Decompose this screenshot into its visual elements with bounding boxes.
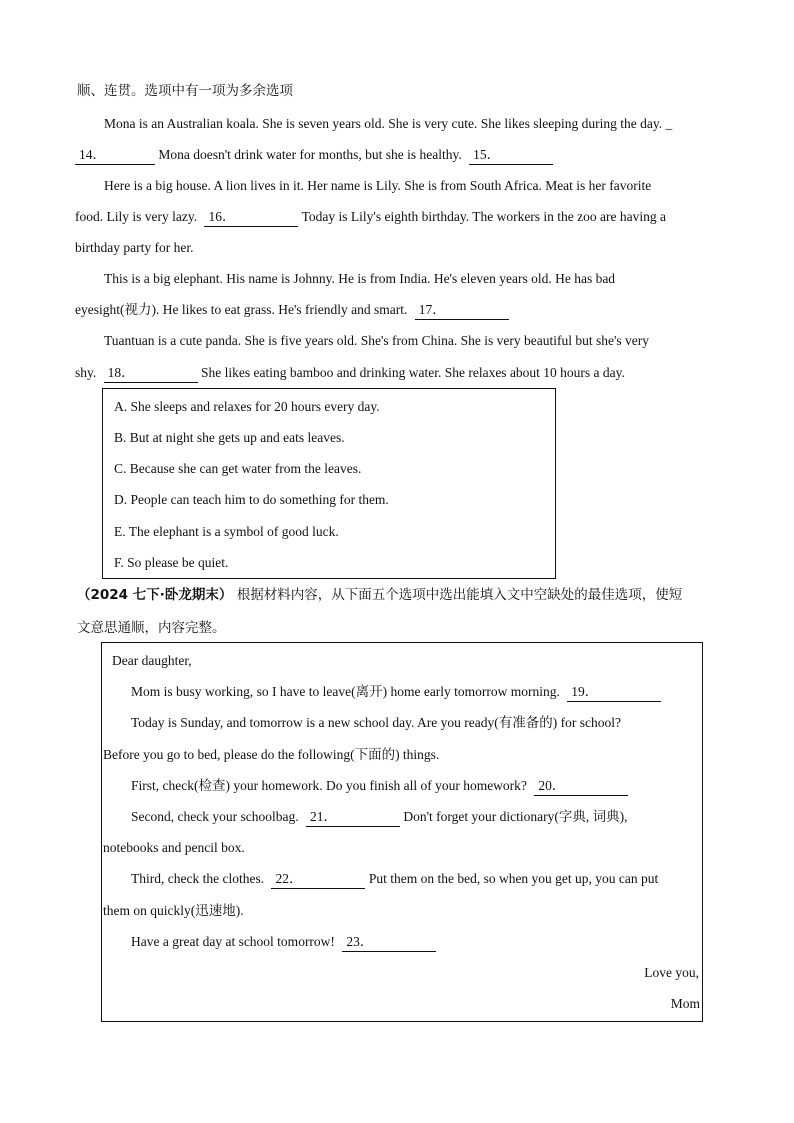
- question-instruction-line1: [77, 586, 682, 604]
- letter-text: Have a great day at school tomorrow!: [131, 934, 335, 949]
- letter-line: [131, 808, 627, 827]
- passage-text: Mona doesn't drink water for months, but she is healthy.: [158, 147, 462, 162]
- passage-paragraph-koala-line1: [104, 115, 672, 133]
- letter-line: [131, 683, 661, 702]
- instruction-text: 根据材料内容，从下面五个选项中选出能填入文中空缺处的最佳选项，使短: [236, 587, 683, 603]
- letter-line: notebooks and pencil box.: [103, 840, 245, 855]
- option-e: E. The elephant is a symbol of good luck.: [114, 524, 339, 539]
- option-b: B. But at night she gets up and eats leaves.: [114, 430, 345, 445]
- question-instruction-line2: 文意思通顺，内容完整。: [77, 620, 226, 636]
- letter-line: [131, 870, 658, 889]
- passage-paragraph-panda-line2: [75, 364, 625, 383]
- blank-20[interactable]: 20．: [534, 777, 628, 796]
- letter-line: [131, 933, 436, 952]
- blank-15[interactable]: 15．: [469, 146, 553, 165]
- passage-paragraph-lion-line2: [75, 208, 666, 227]
- options-box: [102, 388, 556, 579]
- passage-paragraph-lion-line1: Here is a big house. A lion lives in it. Her name is Lily. She is from South Africa. Meat is her favorite: [104, 178, 652, 193]
- passage-paragraph-elephant-line2: [75, 301, 509, 320]
- option-f: F. So please be quiet.: [114, 555, 229, 570]
- letter-line: Before you go to bed, please do the following(下面的) things.: [103, 747, 440, 762]
- blank-23[interactable]: 23．: [342, 933, 436, 952]
- blank-16[interactable]: 16．: [204, 208, 298, 227]
- option-d: D. People can teach him to do something for them.: [114, 492, 389, 507]
- option-c: C. Because she can get water from the leaves.: [114, 461, 362, 476]
- letter-text: Second, check your schoolbag.: [131, 809, 299, 824]
- passage-text: She likes eating bamboo and drinking water. She relaxes about 10 hours a day.: [201, 365, 625, 380]
- letter-line: Today is Sunday, and tomorrow is a new school day. Are you ready(有准备的) for school?: [131, 715, 621, 730]
- question-source: （2024 七下·卧龙期末）: [77, 587, 233, 603]
- blank-18[interactable]: 18．: [104, 364, 198, 383]
- blank-14[interactable]: 14．: [75, 146, 155, 165]
- letter-line: [131, 777, 628, 796]
- letter-closing: Love you,: [644, 965, 699, 980]
- blank-19[interactable]: 19．: [567, 683, 661, 702]
- blank-22[interactable]: 22．: [271, 870, 365, 889]
- passage-text: food. Lily is very lazy.: [75, 209, 198, 224]
- intro-line: 顺、连贯。选项中有一项为多余选项: [77, 83, 293, 99]
- option-a: A. She sleeps and relaxes for 20 hours every day.: [114, 399, 380, 414]
- passage-paragraph-lion-line3: birthday party for her.: [75, 240, 194, 255]
- passage-text: Today is Lily's eighth birthday. The workers in the zoo are having a: [301, 209, 667, 224]
- blank-21[interactable]: 21．: [306, 808, 400, 827]
- letter-line: them on quickly(迅速地).: [103, 903, 244, 918]
- passage-text: eyesight(视力). He likes to eat grass. He's friendly and smart.: [75, 302, 408, 317]
- trailing-underscore: _: [665, 116, 673, 131]
- passage-paragraph-elephant-line1: This is a big elephant. His name is Johnny. He is from India. He's eleven years old. He has bad: [104, 271, 616, 286]
- letter-text: Mom is busy working, so I have to leave(离开) home early tomorrow morning.: [131, 684, 560, 699]
- blank-17[interactable]: 17．: [415, 301, 509, 320]
- letter-text: First, check(检查) your homework. Do you finish all of your homework?: [131, 778, 527, 793]
- passage-text: Mona is an Australian koala. She is seven years old. She is very cute. She likes sleeping during the day.: [104, 116, 663, 131]
- letter-greeting: Dear daughter,: [112, 653, 192, 668]
- passage-paragraph-panda-line1: Tuantuan is a cute panda. She is five years old. She's from China. She is very beautiful but she's very: [104, 333, 650, 348]
- passage-text: shy.: [75, 365, 97, 380]
- passage-paragraph-koala-line2: [75, 146, 553, 165]
- letter-text: Third, check the clothes.: [131, 871, 265, 886]
- letter-text: Don't forget your dictionary(字典, 词典),: [403, 809, 628, 824]
- letter-signature: Mom: [670, 996, 700, 1011]
- letter-text: Put them on the bed, so when you get up, you can put: [368, 871, 659, 886]
